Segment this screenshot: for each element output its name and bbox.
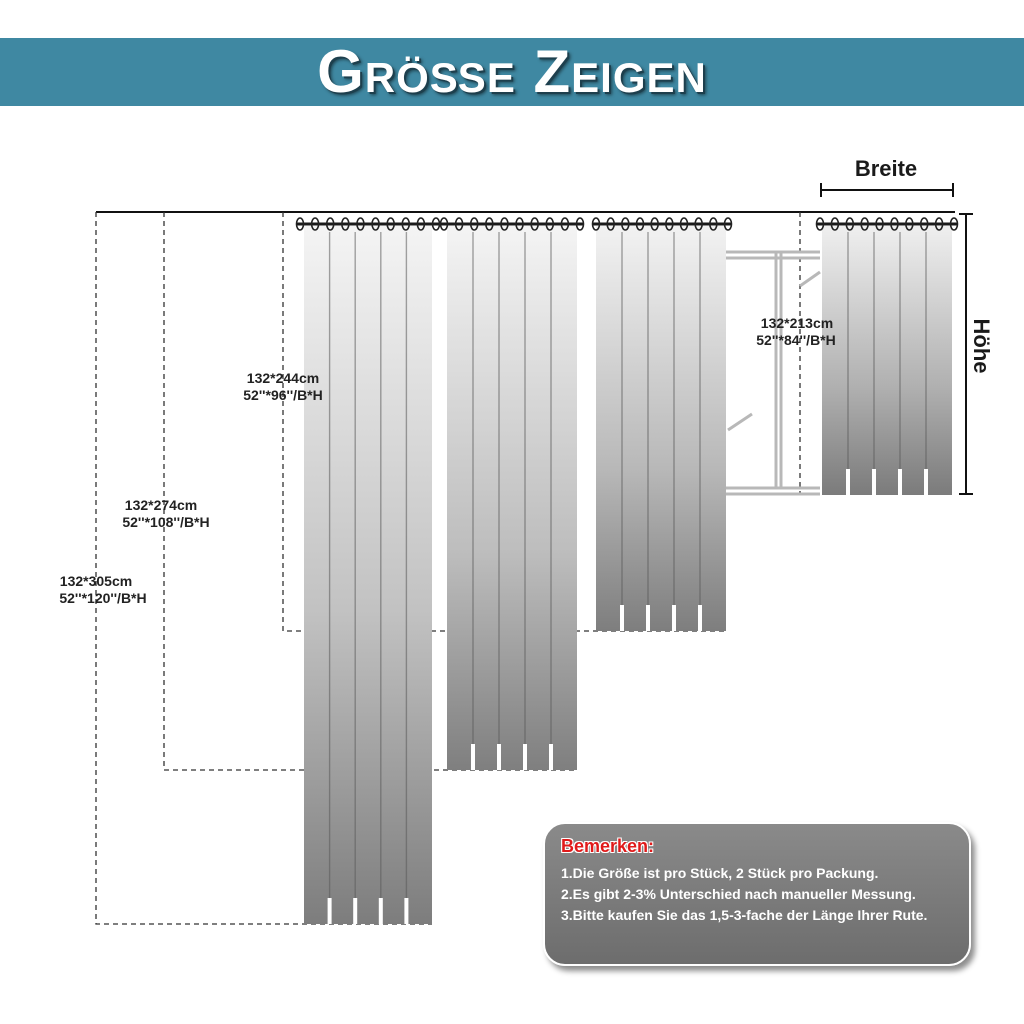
window-frame: [726, 252, 820, 494]
width-dimension: [821, 183, 953, 197]
size-label-305: [59, 573, 146, 606]
size-label-213: [756, 315, 835, 348]
hem-notch: [549, 744, 553, 770]
size-label-274: [122, 497, 209, 530]
size-metric: 132*213cm: [760, 315, 834, 331]
hem-notch: [672, 605, 676, 631]
hem-notch: [497, 744, 501, 770]
curtain-panel-244: [596, 226, 726, 631]
curtain-fabric: [304, 226, 432, 924]
curtain-panel-305: [304, 226, 432, 924]
hem-notch: [353, 898, 357, 924]
hem-notch: [404, 898, 408, 924]
hem-notch: [471, 744, 475, 770]
width-label: Breite: [854, 156, 918, 181]
hem-notch: [646, 605, 650, 631]
note-item-3: 3.Bitte kaufen Sie das 1,5-3-fache der Länge Ihrer Rute.: [561, 907, 928, 923]
note-item-2: 2.Es gibt 2-3% Unterschied nach manueller Messung.: [561, 886, 916, 902]
hem-notch: [846, 469, 850, 495]
curtain-fabric: [447, 226, 577, 770]
size-imperial: 52''*120''/B*H: [59, 590, 147, 606]
hem-notch: [898, 469, 902, 495]
page-title: Größe Zeigen: [317, 38, 707, 105]
note-item-1: 1.Die Größe ist pro Stück, 2 Stück pro Packung.: [561, 865, 879, 881]
hem-notch: [379, 898, 383, 924]
hem-notch: [872, 469, 876, 495]
size-label-244: [243, 370, 322, 403]
notes-heading: Bemerken:: [561, 836, 655, 856]
size-metric: 132*244cm: [246, 370, 320, 386]
curtain-panel-213: [822, 226, 952, 495]
height-label: Höhe: [969, 318, 994, 374]
hem-notch: [698, 605, 702, 631]
hem-notch: [924, 469, 928, 495]
size-imperial: 52''*108''/B*H: [122, 514, 210, 530]
hem-notch: [523, 744, 527, 770]
size-imperial: 52''*84''/B*H: [756, 332, 836, 348]
size-metric: 132*274cm: [124, 497, 198, 513]
curtain-panel-274: [447, 226, 577, 770]
size-metric: 132*305cm: [59, 573, 133, 589]
curtain-fabric: [822, 226, 952, 495]
notes-box: [543, 822, 971, 966]
curtain-fabric: [596, 226, 726, 631]
hem-notch: [620, 605, 624, 631]
hem-notch: [328, 898, 332, 924]
size-imperial: 52''*96''/B*H: [243, 387, 323, 403]
